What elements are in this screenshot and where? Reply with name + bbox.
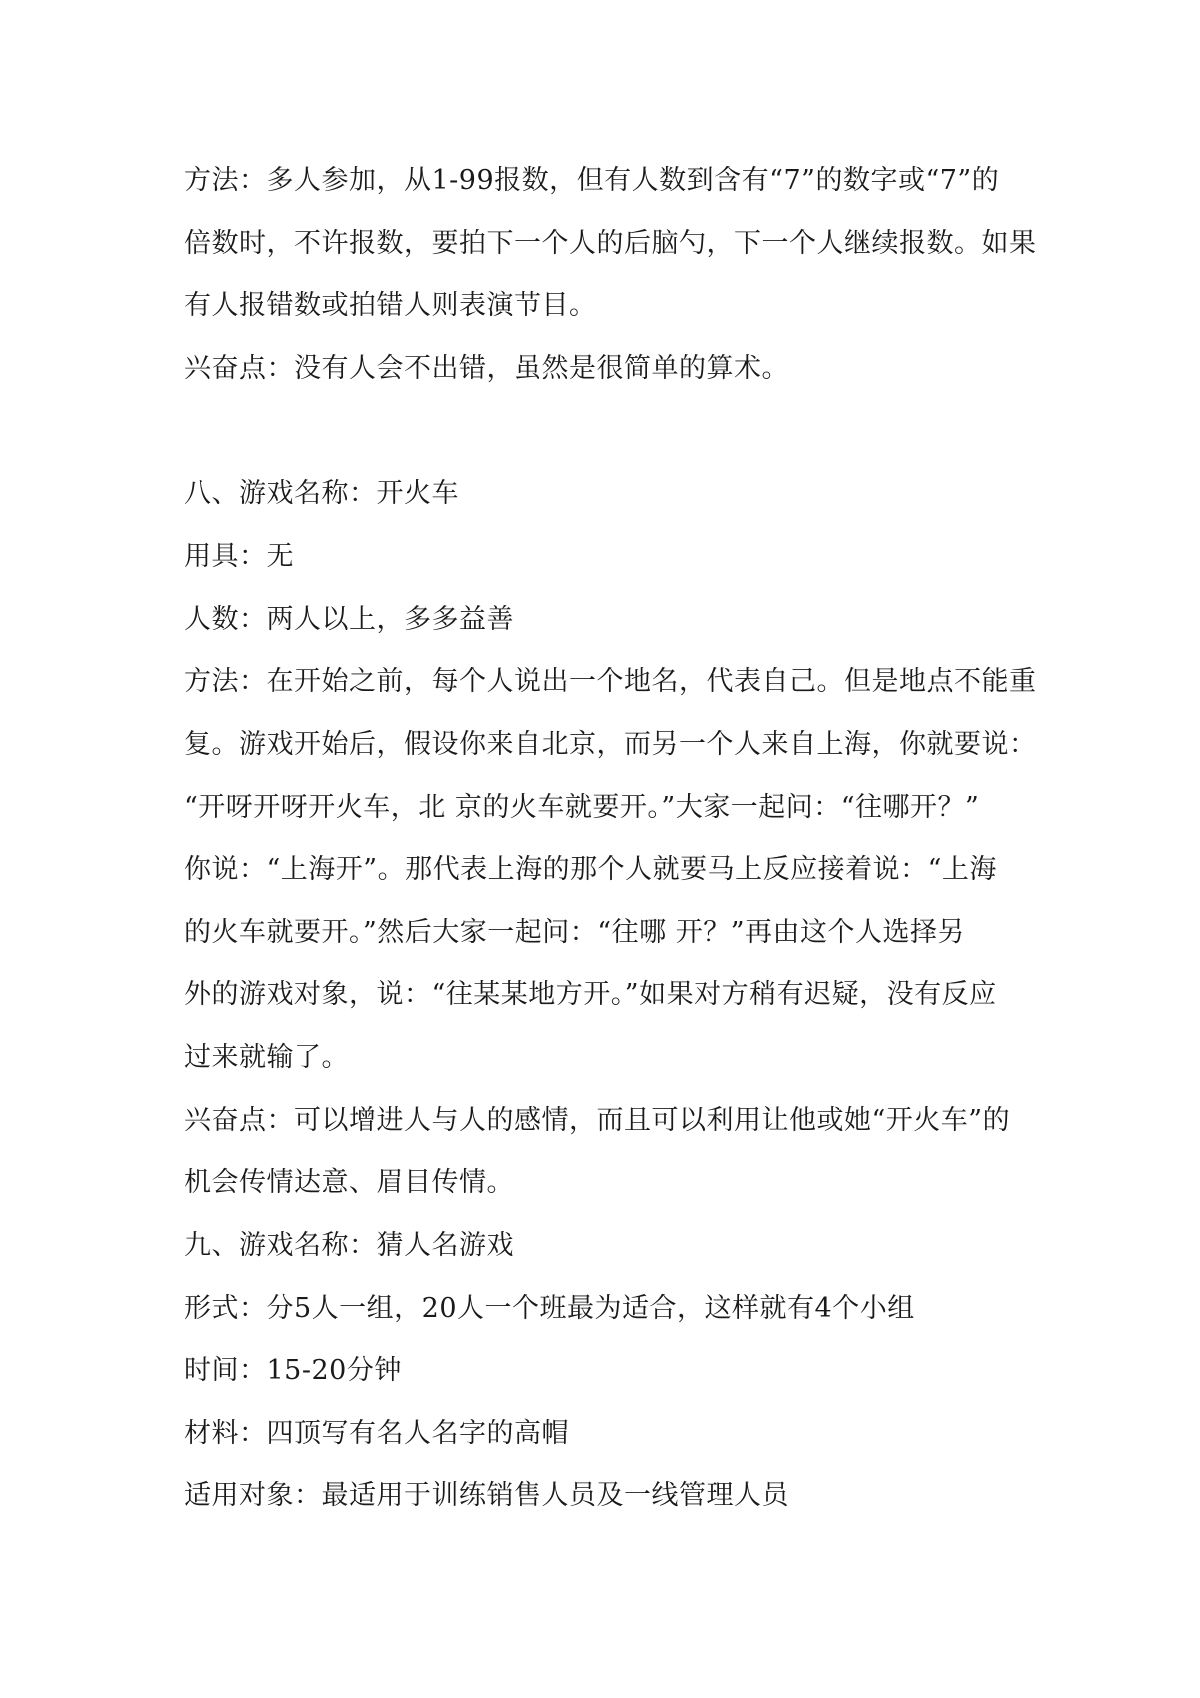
paragraph-line: 你说：“上海开”。那代表上海的那个人就要马上反应接着说：“上海 bbox=[184, 854, 997, 885]
paragraph-line: 兴奋点：可以增进人与人的感情，而且可以利用让他或她“开火车”的 bbox=[184, 1105, 1011, 1136]
paragraph-line: 人数：两人以上，多多益善 bbox=[184, 604, 514, 635]
paragraph-line: 机会传情达意、眉目传情。 bbox=[184, 1167, 514, 1198]
paragraph-line: 形式：分5人一组，20人一个班最为适合，这样就有4个小组 bbox=[184, 1293, 915, 1324]
paragraph-line: 方法：在开始之前，每个人说出一个地名，代表自己。但是地点不能重 bbox=[184, 666, 1037, 697]
paragraph-line: 复。游戏开始后，假设你来自北京，而另一个人来自上海，你就要说： bbox=[184, 729, 1037, 760]
paragraph-line: 倍数时，不许报数，要拍下一个人的后脑勺，下一个人继续报数。如果 bbox=[184, 228, 1037, 259]
section-heading: 九、游戏名称：猜人名游戏 bbox=[184, 1230, 514, 1261]
paragraph-line: 时间：15-20分钟 bbox=[184, 1355, 402, 1386]
paragraph-line: 材料：四顶写有名人名字的高帽 bbox=[184, 1418, 569, 1449]
paragraph-line: 适用对象：最适用于训练销售人员及一线管理人员 bbox=[184, 1480, 789, 1511]
paragraph-line: 兴奋点：没有人会不出错，虽然是很简单的算术。 bbox=[184, 353, 789, 384]
section-heading: 八、游戏名称：开火车 bbox=[184, 478, 459, 509]
paragraph-line: 方法：多人参加，从1-99报数，但有人数到含有“7”的数字或“7”的 bbox=[184, 165, 1000, 196]
paragraph-line: 用具：无 bbox=[184, 541, 294, 572]
paragraph-line: 的火车就要开。”然后大家一起问：“往哪 开？”再由这个人选择另 bbox=[184, 917, 965, 948]
paragraph-line: 过来就输了。 bbox=[184, 1042, 349, 1073]
paragraph-line: 外的游戏对象，说：“往某某地方开。”如果对方稍有迟疑，没有反应 bbox=[184, 979, 997, 1010]
paragraph-line: 有人报错数或拍错人则表演节目。 bbox=[184, 290, 597, 321]
paragraph-line: “开呀开呀开火车，北 京的火车就要开。”大家一起问：“往哪开？” bbox=[184, 792, 980, 823]
